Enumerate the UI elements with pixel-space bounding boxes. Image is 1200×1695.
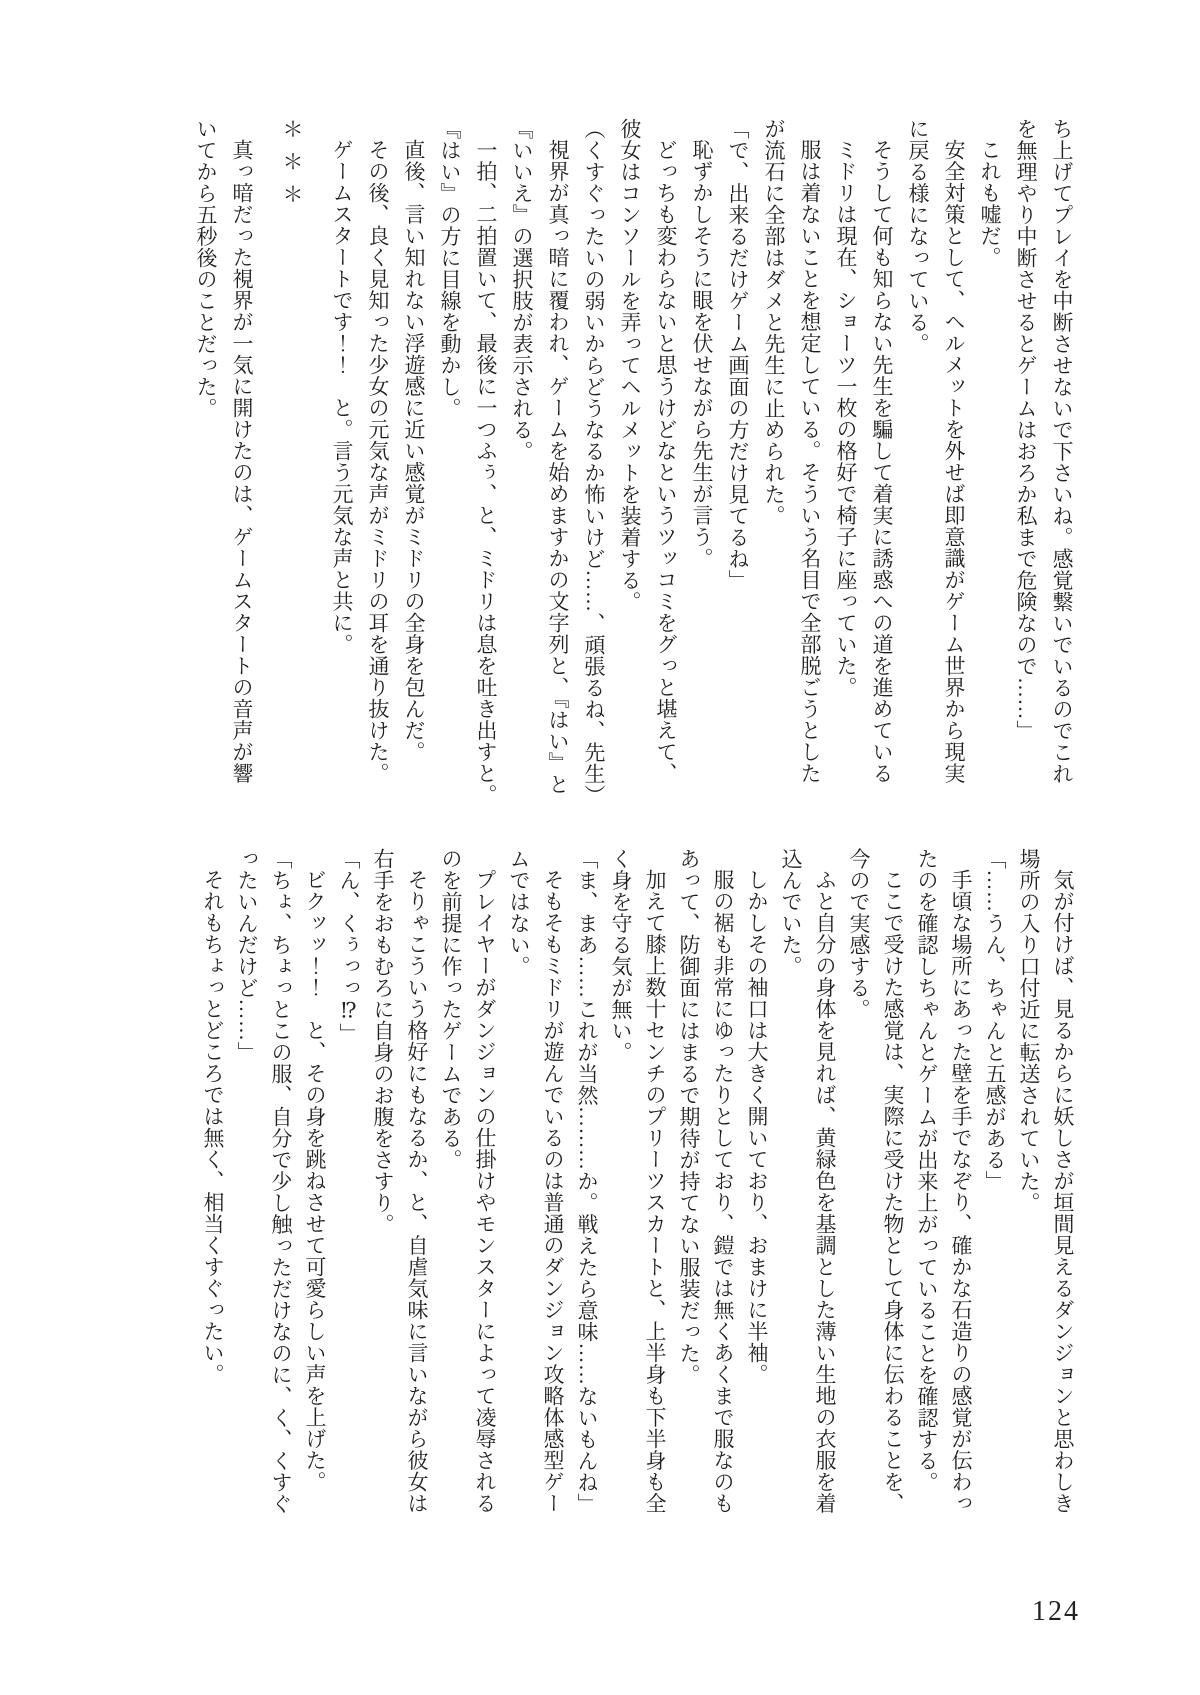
- text-column: その後、良く見知った少女の元気な声がミドリの耳を通り抜けた。: [366, 139, 390, 784]
- text-column: 右手をおもむろに自身のお腹をさすり。: [371, 848, 395, 1235]
- text-column: に戻る様になっている。: [906, 118, 930, 355]
- text-column: しかしその袖口は大きく開いており、おまけに半袖。: [745, 869, 769, 1385]
- text-column: ふと自分の身体を見れば、黄緑色を基調とした薄い生地の衣服を着: [813, 869, 837, 1514]
- text-column: 込んでいた。: [779, 848, 803, 977]
- page-number: 124: [1032, 1596, 1080, 1627]
- text-column: 『いいえ』の選択肢が表示される。: [510, 118, 534, 462]
- text-column: 服は着ないことを想定している。そういう名目で全部脱ごうとした: [798, 139, 822, 784]
- bottom-text-block: [196, 848, 1080, 1554]
- text-column: を無理やり中断させるとゲームはおろか私まで危険なので……」: [1014, 118, 1038, 742]
- text-column: 「ちょ、ちょっとこの服、自分で少し触っただけなのに、く、くすぐ: [269, 848, 293, 1515]
- text-column: 恥ずかしそうに眼を伏せながら先生が言う。: [690, 139, 714, 569]
- text-column: ミドリは現在、ショーツ一枚の格好で椅子に座っていた。: [834, 139, 858, 698]
- text-column: 服の裾も非常にゆったりとしており、鎧では無くあくまで服なのも: [711, 869, 735, 1514]
- text-column: 手頃な場所にあった壁を手でなぞり、確かな石造りの感覚が伝わっ: [949, 869, 973, 1514]
- text-column: 「ん、くぅっっ⁉」: [337, 848, 361, 1045]
- text-column: のを前提に作ったゲームである。: [439, 848, 463, 1171]
- text-column: ったいんだけど……」: [235, 848, 259, 1063]
- text-column: 真っ暗だった視界が一気に開けたのは、ゲームスタートの音声が響: [230, 139, 254, 784]
- text-column: が流石に全部はダメと先生に止められた。: [762, 118, 786, 527]
- top-text-block: [188, 118, 1080, 824]
- text-column: そもそもミドリが遊んでいるのは普通のダンジョン攻略体感型ゲー: [541, 869, 565, 1514]
- text-column: ち上げてプレイを中断させないで下さいね。感覚繋いでいるのでこれ: [1050, 118, 1074, 785]
- text-column: 「……うん、ちゃんと五感がある」: [983, 848, 1007, 1192]
- text-column: プレイヤーがダンジョンの仕掛けやモンスターによって凌辱される: [473, 869, 497, 1514]
- text-column: ＊＊＊: [280, 118, 304, 216]
- text-column: いてから五秒後のことだった。: [194, 118, 218, 419]
- text-column: 気が付けば、見るからに妖しさが垣間見えるダンジョンと思わしき: [1051, 869, 1075, 1514]
- text-column: ビクッッ！！ と、その身を跳ねさせて可愛らしい声を上げた。: [303, 869, 327, 1493]
- text-column: く身を守る気が無い。: [609, 848, 633, 1063]
- text-column: 「で、出来るだけゲーム画面の方だけ見てるね」: [726, 118, 750, 591]
- text-column: 今ので実感する。: [847, 848, 871, 1020]
- text-column: 「ま、まあ……これが当然………か。戦えたら意味……ないもんね」: [575, 848, 599, 1515]
- text-column: ムではない。: [507, 848, 531, 977]
- text-column: そうして何も知らない先生を騙して着実に誘惑への道を進めている: [870, 139, 894, 784]
- text-column: そりゃこういう格好にもなるか、と、自虐気味に言いながら彼女は: [405, 869, 429, 1514]
- text-column: 一拍、二拍置いて、最後に一つふぅ、と、ミドリは息を吐き出すと。: [474, 139, 498, 806]
- text-column: 加えて膝上数十センチのプリーツスカートと、上半身も下半身も全: [643, 869, 667, 1514]
- text-column: たのを確認しちゃんとゲームが出来上がっていることを確認する。: [915, 848, 939, 1493]
- text-column: これも嘘だ。: [978, 139, 1002, 268]
- text-column: あって、防御面にはまるで期待が持てない服装だった。: [677, 848, 701, 1386]
- text-column: 直後、言い知れない浮遊感に近い感覚がミドリの全身を包んだ。: [402, 139, 426, 763]
- text-column: ここで受けた感覚は、実際に受けた物として身体に伝わることを、: [881, 869, 905, 1514]
- text-column: それもちょっとどころでは無く、相当くすぐったい。: [201, 869, 225, 1385]
- text-column: 場所の入り口付近に転送されていた。: [1017, 848, 1041, 1214]
- text-column: 視界が真っ暗に覆われ、ゲームを始めますかの文字列と、『はい』と: [546, 139, 570, 795]
- text-column: どっちも変わらないと思うけどなというツッコミをグっと堪えて、: [654, 139, 678, 784]
- text-column: ゲームスタートです！！ と。言う元気な声と共に。: [330, 139, 354, 655]
- text-column: 『はい』の方に目線を動かし。: [438, 118, 462, 419]
- text-column: 安全対策として、ヘルメットを外せば即意識がゲーム世界から現実: [942, 139, 966, 784]
- text-column: （くすぐったいの弱いからどうなるか怖いけど……、頑張るね、先生）: [582, 118, 606, 806]
- text-column: 彼女はコンソールを弄ってヘルメットを装着する。: [618, 118, 642, 613]
